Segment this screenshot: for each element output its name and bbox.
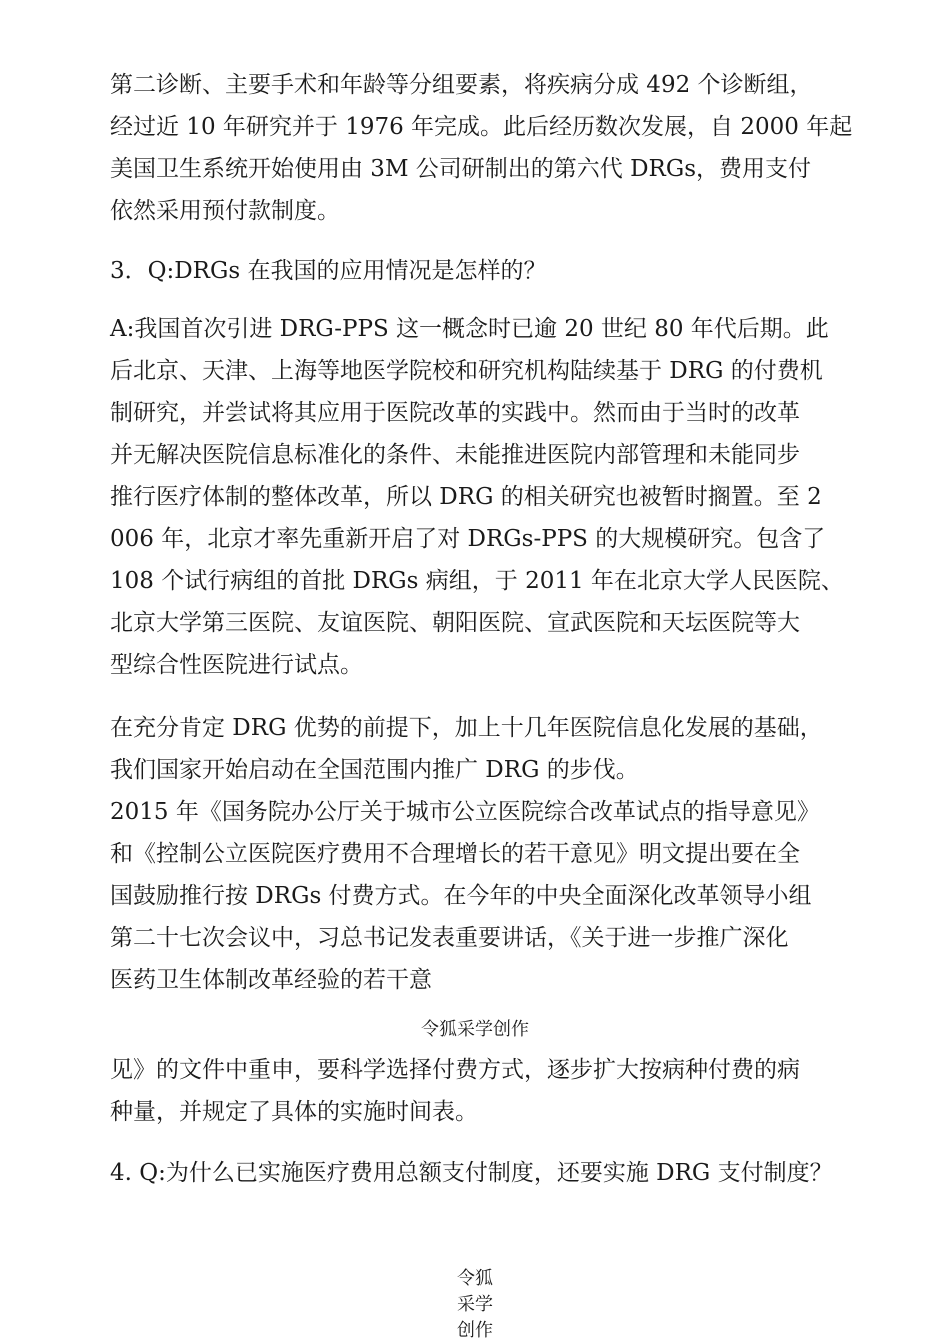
text-line: 见》的文件中重申，要科学选择付费方式，逐步扩大按病种付费的病 <box>110 1057 800 1083</box>
text-line: 种量，并规定了具体的实施时间表。 <box>110 1099 478 1125</box>
text-line: 型综合性医院进行试点。 <box>110 652 363 678</box>
text-line: 医药卫生体制改革经验的若干意 <box>110 967 432 993</box>
text-line: 制研究，并尝试将其应用于医院改革的实践中。然而由于当时的改革 <box>110 400 800 426</box>
text-line: 北京大学第三医院、友谊医院、朝阳医院、宣武医院和天坛医院等大 <box>110 610 800 636</box>
text-line: 我们国家开始启动在全国范围内推广 DRG 的步伐。 <box>110 757 639 783</box>
question-4-heading <box>110 1152 850 1194</box>
author-watermark-bottom <box>0 1266 950 1344</box>
text-line: 2015 年《国务院办公厅关于城市公立医院综合改革试点的指导意见》 <box>110 799 820 825</box>
question-text: 4. Q:为什么已实施医疗费用总额支付制度，还要实施 DRG 支付制度？ <box>110 1160 833 1186</box>
text-line: 108 个试行病组的首批 DRGs 病组，于 2011 年在北京大学人民医院、 <box>110 568 844 594</box>
text-line: 第二十七次会议中，习总书记发表重要讲话，《关于进一步推广深化 <box>110 925 789 951</box>
watermark-line: 令狐 <box>457 1268 493 1289</box>
text-line: 推行医疗体制的整体改革，所以 DRG 的相关研究也被暂时搁置。至 2 <box>110 484 822 510</box>
text-line: 和《控制公立医院医疗费用不合理增长的若干意见》明文提出要在全 <box>110 841 800 867</box>
text-line: 并无解决医院信息标准化的条件、未能推进医院内部管理和未能同步 <box>110 442 800 468</box>
text-line: 美国卫生系统开始使用由 3M 公司研制出的第六代 DRGs，费用支付 <box>110 156 812 182</box>
question-3-heading <box>110 250 850 292</box>
continued-paragraph <box>110 1049 850 1133</box>
paragraph-intro <box>110 64 853 232</box>
answer-3-paragraph <box>110 308 850 686</box>
text-line: 依然采用预付款制度。 <box>110 198 340 224</box>
question-text: 3．Q:DRGs 在我国的应用情况是怎样的？ <box>110 258 547 284</box>
watermark-line: 创作 <box>457 1320 493 1341</box>
text-line: A:我国首次引进 DRG-PPS 这一概念时已逾 20 世纪 80 年代后期。此 <box>110 316 829 342</box>
text-line: 第二诊断、主要手术和年龄等分组要素，将疾病分成 492 个诊断组， <box>110 72 813 98</box>
national-rollout-paragraph <box>110 707 850 1001</box>
author-watermark-mid: 令狐采学创作 <box>421 1019 529 1040</box>
watermark-line: 采学 <box>457 1294 493 1315</box>
text-line: 后北京、天津、上海等地医学院校和研究机构陆续基于 DRG 的付费机 <box>110 358 823 384</box>
text-line: 在充分肯定 DRG 优势的前提下，加上十几年医院信息化发展的基础， <box>110 715 823 741</box>
text-line: 国鼓励推行按 DRGs 付费方式。在今年的中央全面深化改革领导小组 <box>110 883 812 909</box>
text-line: 经过近 10 年研究并于 1976 年完成。此后经历数次发展，自 2000 年起 <box>110 114 853 140</box>
text-line: 006 年，北京才率先重新开启了对 DRGs-PPS 的大规模研究。包含了 <box>110 526 826 552</box>
